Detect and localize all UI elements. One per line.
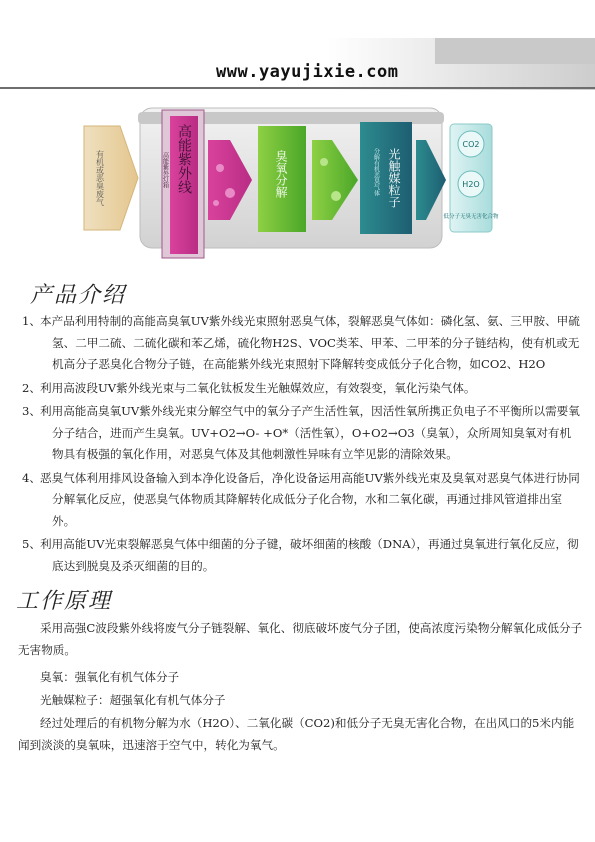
catalyst-title: 光触媒粒子 [387, 148, 401, 208]
principle-paragraph: 采用高强C波段紫外线将废气分子链裂解、氧化、彻底破坏废气分子团，使高浓度污染物分解氧化成低分子无害物质。 [18, 621, 583, 657]
item-number: 1、 [22, 314, 41, 328]
header-bar [0, 38, 595, 90]
outlet-label: 低分子无臭无害化合物 [443, 214, 499, 220]
inlet-label: 有机或恶臭废气 [95, 150, 105, 206]
uv-title: 高能紫外线 [176, 124, 192, 194]
uv-sub: 高能紫外灯箱 [161, 152, 169, 188]
item-number: 4、 [22, 470, 41, 485]
list-item [22, 401, 582, 466]
list-item [22, 468, 582, 533]
catalyst-sub: 分解有机恶臭气体 [372, 148, 380, 196]
section-title-working-principle: 工作原理 [16, 589, 113, 614]
list-item [22, 378, 582, 400]
product-intro-list [22, 311, 582, 579]
item-number: 5、 [22, 537, 41, 551]
item-text: 本产品利用特制的高能高臭氧UV紫外线光束照射恶臭气体，裂解恶臭气体如：磷化氢、氨、三甲胺、甲硫氢、二甲二硫、二硫化碳和苯乙烯，硫化物H2S、VOC类苯、甲苯、二甲苯的分子链结构，使有机或无机高分子恶臭化合物分子链，在高能紫外线光束照射下降解转变成低分子化合物，如CO2、H2O [40, 314, 580, 371]
ozone-title: 臭氧分解 [274, 150, 288, 198]
section-title-product-intro: 产品介绍 [30, 283, 127, 308]
h2o-label: H2O [462, 180, 480, 189]
inlet-arrow [84, 126, 138, 230]
catalyst-block [360, 122, 412, 234]
item-text: 利用高波段UV紫外线光束与二氧化钛板发生光触媒效应，有效裂变，氧化污染气体。 [40, 380, 476, 395]
item-number: 2、 [22, 380, 41, 395]
ozone-note: 臭氧：强氧化有机气体分子 [40, 670, 180, 684]
item-number: 3、 [22, 404, 41, 418]
item-text: 恶臭气体利用排风设备输入到本净化设备后，净化设备运用高能UV紫外线光束及臭氧对恶臭气体进行协同分解氧化反应，使恶臭气体物质其降解转化成低分子化合物，水和二氧化碳，再通过排风管道排出室外。 [40, 470, 580, 528]
item-text: 利用高能高臭氧UV紫外线光束分解空气中的氧分子产生活性氧，因活性氧所携正负电子不平衡所以需要氧分子结合，进而产生臭氧。UV+O2→O- +O*（活性氧），O+O2→O3（臭氧），众所周知臭氧对有机物具有极强的氧化作用，对恶臭气体及其他刺激性异味有立竿见影的清除效果。 [40, 404, 580, 461]
item-text: 利用高能UV光束裂解恶臭气体中细菌的分子键，破坏细菌的核酸（DNA），再通过臭氧进行氧化反应，彻底达到脱臭及杀灭细菌的目的。 [40, 537, 579, 573]
website-link[interactable]: www.yayujixie.com [216, 62, 399, 82]
list-item [22, 311, 582, 376]
header-strip [435, 38, 595, 64]
process-diagram [80, 98, 500, 263]
catalyst-note: 光触媒粒子：超强氧化有机气体分子 [40, 693, 226, 707]
list-item [22, 534, 582, 577]
result-paragraph: 经过处理后的有机物分解为水（H2O）、二氧化碳（CO2)和低分子无臭无害化合物，在出风口的5米内能闻到淡淡的臭氧味，迅速溶于空气中，转化为氧气。 [18, 716, 575, 752]
co2-label: CO2 [462, 140, 480, 149]
header-divider [0, 87, 595, 89]
